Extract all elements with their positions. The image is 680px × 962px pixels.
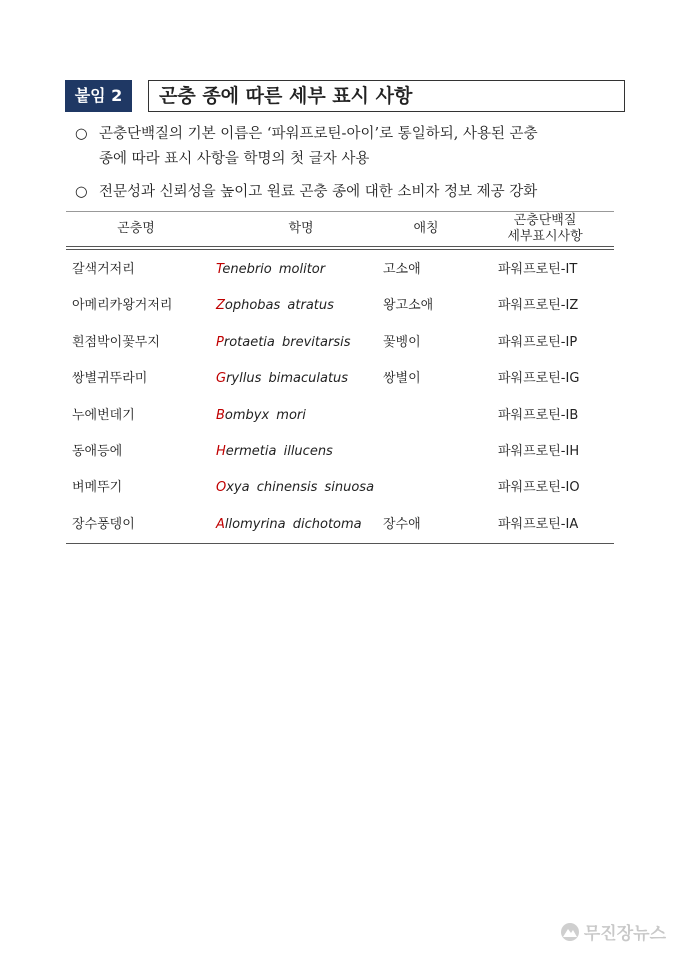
sci-rest: ombyx mori — [224, 407, 306, 423]
sci-rest: llomyrina dichotoma — [224, 516, 362, 532]
cell-scientific-name — [216, 470, 374, 506]
cell-label: 파워프로틴-IT — [498, 262, 578, 277]
cell-scientific-name — [216, 288, 334, 324]
header-scientific-name: 학명 — [288, 221, 314, 236]
table-row — [66, 288, 614, 324]
cell-nickname: 쌍별이 — [383, 371, 421, 387]
bullet-list — [75, 122, 620, 205]
header-nickname: 애칭 — [413, 221, 439, 236]
table-row — [66, 325, 614, 361]
table-row — [66, 434, 614, 470]
cell-scientific-name — [216, 434, 333, 470]
sci-initial: H — [216, 443, 226, 459]
cell-insect-name: 장수풍뎅이 — [72, 516, 135, 532]
sci-rest: xya chinensis sinuosa — [226, 480, 375, 496]
cell-scientific-name — [216, 398, 306, 434]
table-row — [66, 398, 614, 434]
table-bottom-rule — [66, 543, 614, 544]
mountain-logo-icon — [560, 922, 580, 942]
cell-label: 파워프로틴-IG — [498, 371, 580, 387]
sci-initial: O — [216, 480, 227, 496]
sci-rest: ermetia illucens — [225, 443, 333, 459]
watermark-text: 무진장뉴스 — [583, 924, 666, 944]
watermark — [560, 919, 666, 944]
cell-insect-name: 갈색거저리 — [72, 262, 135, 277]
attachment-tag: 붙임 2 — [65, 80, 132, 112]
bullet-text-line: 곤충단백질의 기본 이름은 ‘파워프로틴-아이’로 통일하되, 사용된 곤충 — [99, 126, 538, 142]
table-row — [66, 470, 614, 506]
cell-label: 파워프로틴-IH — [498, 443, 580, 459]
cell-insect-name: 흰점박이꽃무지 — [72, 334, 160, 350]
circle-bullet-icon: ○ — [75, 126, 88, 142]
header-label-line: 곤충단백질 — [513, 213, 577, 228]
cell-scientific-name — [216, 361, 348, 397]
sci-initial: Z — [216, 298, 225, 314]
cell-label: 파워프로틴-IA — [498, 516, 579, 532]
header-label — [476, 212, 614, 246]
table-row — [66, 252, 614, 288]
bullet-item — [75, 122, 620, 172]
sci-rest: ryllus bimaculatus — [226, 371, 349, 387]
cell-label: 파워프로틴-IZ — [498, 298, 579, 314]
sci-initial: G — [216, 371, 227, 387]
cell-insect-name: 누에번데기 — [72, 407, 135, 423]
cell-label: 파워프로틴-IO — [498, 480, 580, 496]
table-body — [66, 250, 614, 543]
sci-initial: B — [216, 407, 225, 423]
sci-initial: A — [216, 516, 225, 532]
cell-insect-name: 동애등에 — [72, 443, 123, 459]
section-header — [65, 80, 615, 112]
bullet-item — [75, 180, 620, 205]
cell-insect-name: 벼메뚜기 — [72, 480, 123, 496]
cell-insect-name: 아메리카왕거저리 — [72, 298, 173, 314]
cell-nickname: 장수애 — [383, 516, 421, 532]
table-header — [66, 212, 614, 246]
bullet-text-line: 종에 따라 표시 사항을 학명의 첫 글자 사용 — [99, 151, 370, 167]
header-insect-name: 곤충명 — [117, 221, 155, 236]
sci-rest: ophobas atratus — [224, 298, 334, 314]
section-title: 곤충 종에 따른 세부 표시 사항 — [148, 80, 625, 112]
header-label-line: 세부표시사항 — [507, 229, 583, 244]
sci-rest: rotaetia brevitarsis — [223, 334, 351, 350]
cell-scientific-name — [216, 507, 362, 543]
cell-label: 파워프로틴-IB — [498, 407, 579, 423]
cell-scientific-name — [216, 252, 325, 288]
bullet-text-line: 전문성과 신뢰성을 높이고 원료 곤충 종에 대한 소비자 정보 제공 강화 — [99, 184, 538, 200]
insect-label-table — [66, 211, 614, 544]
table-row — [66, 507, 614, 543]
cell-insect-name: 쌍별귀뚜라미 — [72, 371, 148, 387]
cell-nickname: 꽃벵이 — [383, 334, 421, 350]
sci-initial: P — [216, 334, 224, 350]
circle-bullet-icon: ○ — [75, 184, 88, 200]
sci-initial: T — [216, 262, 223, 277]
cell-label: 파워프로틴-IP — [498, 334, 578, 350]
sci-rest: enebrio molitor — [222, 262, 326, 277]
cell-scientific-name — [216, 325, 350, 361]
cell-nickname: 왕고소애 — [383, 298, 434, 314]
cell-nickname: 고소애 — [383, 262, 421, 277]
table-row — [66, 361, 614, 397]
